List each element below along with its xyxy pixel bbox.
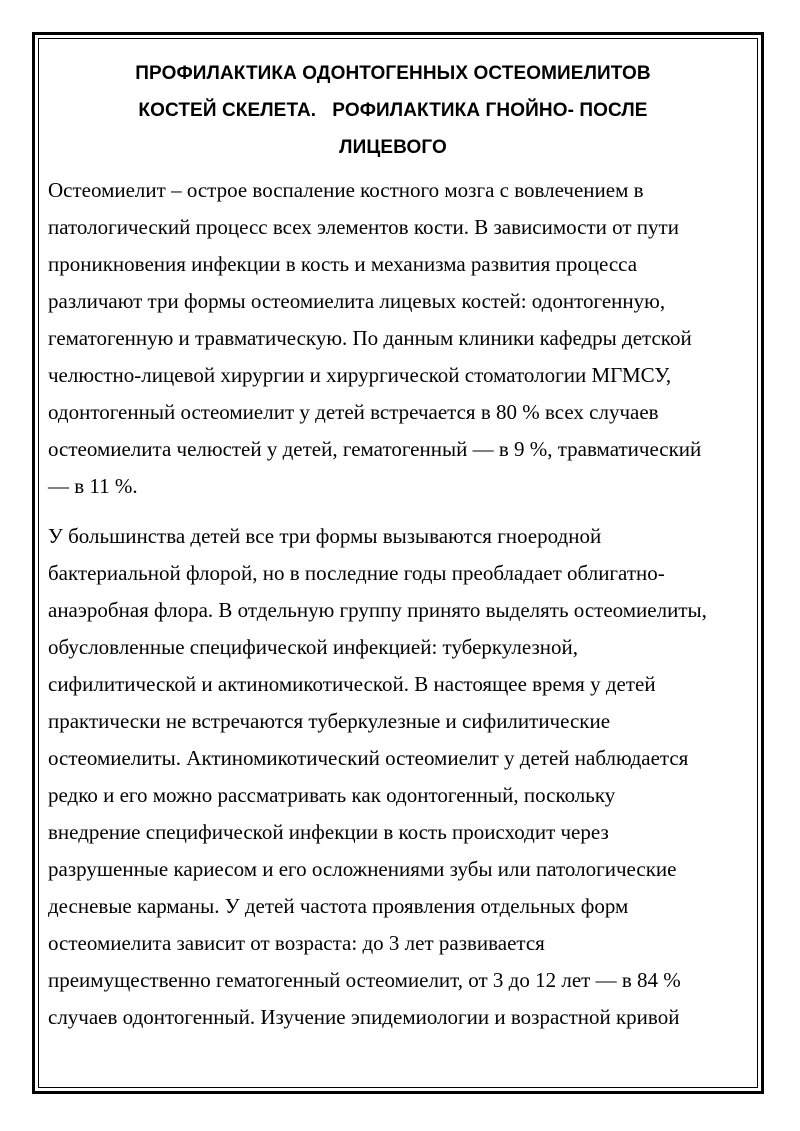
text-line: сифилитической и актиномикотической. В настоящее время у детей bbox=[48, 672, 656, 696]
document-body bbox=[48, 55, 738, 1049]
text-line: обусловленные специфической инфекцией: туберкулезной, bbox=[48, 635, 578, 659]
title-line: ПРОФИЛАКТИКА ОДОНТОГЕННЫХ ОСТЕОМИЕЛИТОВ bbox=[135, 63, 651, 84]
text-line: случаев одонтогенный. Изучение эпидемиологии и возрастной кривой bbox=[48, 1005, 680, 1029]
text-line: челюстно-лицевой хирургии и хирургической стоматологии МГМСУ, bbox=[48, 363, 672, 387]
document-title bbox=[48, 55, 738, 166]
text-line: одонтогенный остеомиелит у детей встречается в 80 % всех случаев bbox=[48, 400, 659, 424]
text-line: У большинства детей все три формы вызываются гноеродной bbox=[48, 524, 602, 548]
text-line: преимущественно гематогенный остеомиелит, от 3 до 12 лет — в 84 % bbox=[48, 968, 681, 992]
text-line: Остеомиелит – острое воспаление костного мозга с вовлечением в bbox=[48, 178, 644, 202]
text-line: практически не встречаются туберкулезные и сифилитические bbox=[48, 709, 611, 733]
text-line: остеомиелита челюстей у детей, гематогенный — в 9 %, травматический bbox=[48, 437, 702, 461]
text-line: гематогенную и травматическую. По данным клиники кафедры детской bbox=[48, 326, 692, 350]
text-line: остеомиелита зависит от возраста: до 3 лет развивается bbox=[48, 931, 545, 955]
paragraph-2 bbox=[48, 518, 738, 1036]
title-line: КОСТЕЙ СКЕЛЕТА. РОФИЛАКТИКА ГНОЙНО- ПОСЛЕ bbox=[138, 100, 648, 121]
text-line: патологический процесс всех элементов кости. В зависимости от пути bbox=[48, 215, 679, 239]
text-line: редко и его можно рассматривать как одонтогенный, поскольку bbox=[48, 783, 616, 807]
text-line: бактериальной флорой, но в последние годы преобладает облигатно- bbox=[48, 561, 665, 585]
text-line: остеомиелиты. Актиномикотический остеомиелит у детей наблюдается bbox=[48, 746, 689, 770]
text-line: анаэробная флора. В отдельную группу принято выделять остеомиелиты, bbox=[48, 598, 707, 622]
paragraph-1 bbox=[48, 172, 738, 505]
text-line: внедрение специфической инфекции в кость происходит через bbox=[48, 820, 609, 844]
text-line: различают три формы остеомиелита лицевых костей: одонтогенную, bbox=[48, 289, 666, 313]
text-line: — в 11 %. bbox=[48, 474, 138, 498]
text-line: разрушенные кариесом и его осложнениями зубы или патологические bbox=[48, 857, 677, 881]
title-line: ЛИЦЕВОГО bbox=[339, 137, 447, 158]
text-line: десневые карманы. У детей частота проявления отдельных форм bbox=[48, 894, 629, 918]
text-line: проникновения инфекции в кость и механизма развития процесса bbox=[48, 252, 638, 276]
